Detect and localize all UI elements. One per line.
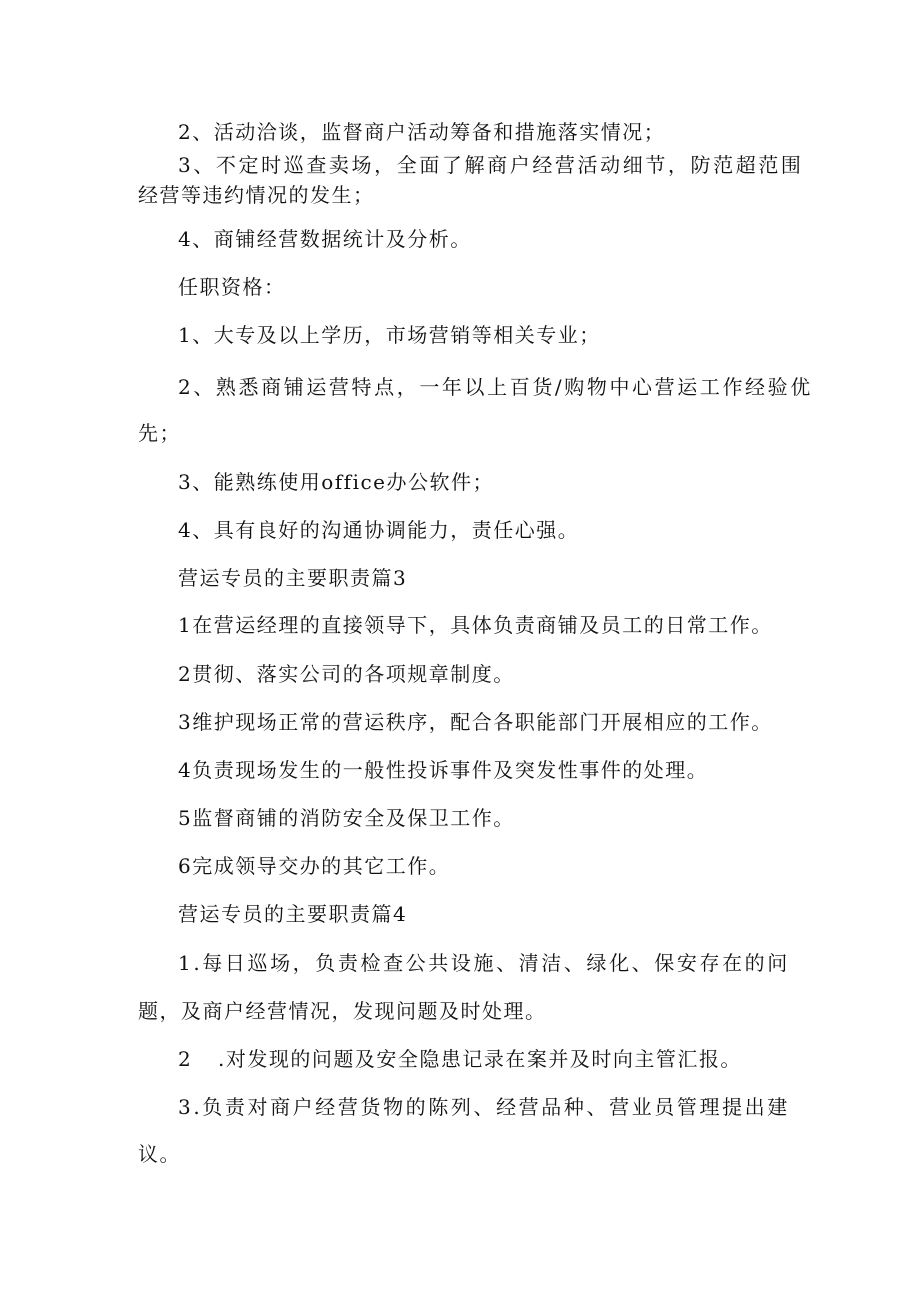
paragraph-line: 3.负责对商户经营货物的陈列、经营品种、营业员管理提出建 xyxy=(178,1095,790,1119)
item-text: .对发现的问题及安全隐患记录在案并及时向主管汇报。 xyxy=(218,1047,742,1071)
paragraph-line: 1在营运经理的直接领导下，具体负责商铺及员工的日常工作。 xyxy=(178,613,773,637)
paragraph-line: 1.每日巡场，负责检查公共设施、清洁、绿化、保安存在的问 xyxy=(178,951,790,975)
paragraph-line-with-gap xyxy=(178,1047,742,1071)
paragraph-line: 2贯彻、落实公司的各项规章制度。 xyxy=(178,662,515,686)
paragraph-line: 议。 xyxy=(138,1142,181,1166)
section-label: 任职资格： xyxy=(178,275,286,299)
paragraph-line: 1、大专及以上学历，市场营销等相关专业； xyxy=(178,323,601,347)
paragraph-line: 4、具有良好的沟通协调能力，责任心强。 xyxy=(178,518,580,542)
paragraph-line: 3、能熟练使用office办公软件； xyxy=(178,470,495,494)
paragraph-line: 题，及商户经营情况，发现问题及时处理。 xyxy=(138,999,547,1023)
section-heading: 营运专员的主要职责篇3 xyxy=(178,566,408,590)
section-heading: 营运专员的主要职责篇4 xyxy=(178,902,408,926)
paragraph-line: 5监督商铺的消防安全及保卫工作。 xyxy=(178,806,515,830)
paragraph-line: 6完成领导交办的其它工作。 xyxy=(178,854,451,878)
paragraph-line: 3维护现场正常的营运秩序，配合各职能部门开展相应的工作。 xyxy=(178,710,773,734)
paragraph-line: 2、熟悉商铺运营特点，一年以上百货/购物中心营运工作经验优 xyxy=(178,375,813,399)
paragraph-line: 4、商铺经营数据统计及分析。 xyxy=(178,227,472,251)
paragraph-line: 3、不定时巡查卖场，全面了解商户经营活动细节，防范超范围 xyxy=(178,153,804,177)
paragraph-line: 2、活动洽谈，监督商户活动筹备和措施落实情况； xyxy=(178,120,666,144)
item-number: 2 xyxy=(178,1047,193,1071)
paragraph-line: 先； xyxy=(138,421,181,445)
paragraph-line: 经营等违约情况的发生； xyxy=(138,183,375,207)
paragraph-line: 4负责现场发生的一般性投诉事件及突发性事件的处理。 xyxy=(178,758,709,782)
